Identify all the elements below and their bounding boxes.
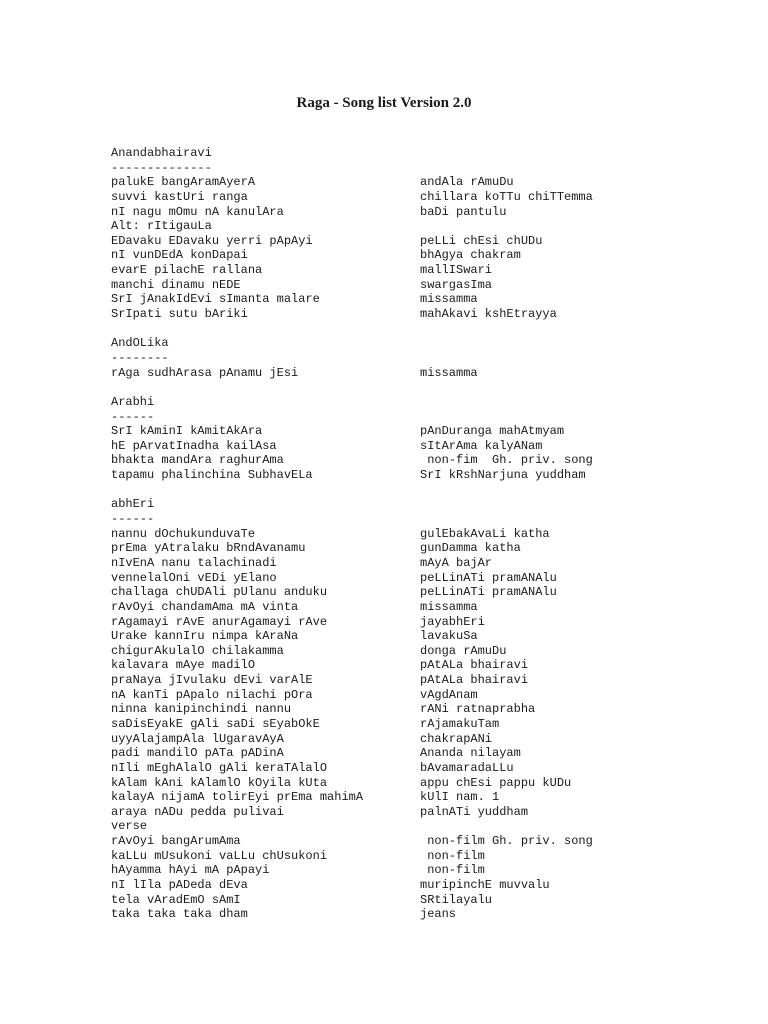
song-title: nI lIla pADeda dEva: [111, 878, 248, 893]
raga-heading: [111, 497, 731, 512]
song-row: [111, 629, 731, 644]
song-row: [111, 863, 731, 878]
song-title: hAyamma hAyi mA pApayi: [111, 863, 270, 878]
film-title: jayabhEri: [420, 614, 485, 629]
song-title: vennelalOni vEDi yElano: [111, 570, 277, 585]
song-row: [111, 717, 731, 732]
song-title: manchi dinamu nEDE: [111, 277, 241, 292]
film-title: missamma: [420, 599, 478, 614]
song-row: [111, 776, 731, 791]
song-row: [111, 175, 731, 190]
film-title: donga rAmuDu: [420, 643, 507, 658]
song-title: verse: [111, 819, 148, 834]
film-title: non-film: [420, 863, 485, 878]
film-title: kUlI nam. 1: [420, 790, 500, 805]
song-row: [111, 234, 731, 249]
song-row: [111, 893, 731, 908]
film-title: missamma: [420, 365, 478, 380]
song-title: EDavaku EDavaku yerri pApAyi: [111, 233, 313, 248]
song-title: chigurAkulalO chilakamma: [111, 643, 284, 658]
song-title: kalayA nijamA tolirEyi prEma mahimA: [111, 790, 364, 805]
film-title: lavakuSa: [420, 629, 478, 644]
film-title: non-film: [420, 848, 485, 863]
song-row: [111, 819, 731, 834]
raga-underline-text: ------: [111, 409, 155, 424]
song-row: [111, 439, 731, 454]
song-row: [111, 746, 731, 761]
song-row: [111, 453, 731, 468]
song-row: [111, 702, 731, 717]
song-title: nA kanTi pApalo nilachi pOra: [111, 687, 313, 702]
song-row: [111, 571, 731, 586]
song-row: [111, 468, 731, 483]
song-row: [111, 366, 731, 381]
raga-underline-text: --------: [111, 350, 169, 365]
film-title: bhAgya chakram: [420, 248, 521, 263]
raga-underline: [111, 351, 731, 366]
song-title: nIvEnA nanu talachinadi: [111, 555, 277, 570]
song-title: bhakta mandAra raghurAma: [111, 453, 284, 468]
song-row: [111, 644, 731, 659]
film-title: mahAkavi kshEtrayya: [420, 307, 557, 322]
film-title: mAyA bajAr: [420, 555, 493, 570]
song-row: [111, 541, 731, 556]
film-title: peLLinATi pramANAlu: [420, 570, 557, 585]
song-title: rAga sudhArasa pAnamu jEsi: [111, 365, 299, 380]
raga-heading-text: AndOLika: [111, 336, 169, 351]
raga-underline: [111, 161, 731, 176]
song-title: saDisEyakE gAli saDi sEyabOkE: [111, 716, 320, 731]
song-row: [111, 878, 731, 893]
song-row: [111, 849, 731, 864]
film-title: non-film Gh. priv. song: [420, 834, 593, 849]
song-row: [111, 190, 731, 205]
song-title: nIli mEghAlalO gAli keraTAlalO: [111, 760, 328, 775]
film-title: peLLi chEsi chUDu: [420, 233, 543, 248]
raga-underline: [111, 512, 731, 527]
song-title: rAvOyi bangArumAma: [111, 834, 241, 849]
song-title: SrIpati sutu bAriki: [111, 307, 248, 322]
song-title: praNaya jIvulaku dEvi varAlE: [111, 673, 313, 688]
film-title: chillara koTTu chiTTemma: [420, 189, 593, 204]
song-title: palukE bangAramAyerA: [111, 175, 256, 190]
song-title: hE pArvatInadha kailAsa: [111, 438, 277, 453]
section-spacer: [111, 483, 731, 498]
section-spacer: [111, 322, 731, 337]
song-title: challaga chUDAli pUlanu anduku: [111, 585, 328, 600]
film-title: peLLinATi pramANAlu: [420, 585, 557, 600]
song-row: [111, 834, 731, 849]
song-row: [111, 527, 731, 542]
film-title: rAjamakuTam: [420, 716, 500, 731]
song-row: [111, 805, 731, 820]
song-row: [111, 615, 731, 630]
song-row: [111, 790, 731, 805]
song-title: nannu dOchukunduvaTe: [111, 526, 256, 541]
song-title: evarE pilachE rallana: [111, 263, 263, 278]
raga-heading: [111, 395, 731, 410]
song-row: [111, 600, 731, 615]
song-title: SrI kAminI kAmitAkAra: [111, 424, 263, 439]
song-title: rAgamayi rAvE anurAgamayi rAve: [111, 614, 328, 629]
song-title: suvvi kastUri ranga: [111, 189, 248, 204]
song-title: ninna kanipinchindi nannu: [111, 702, 292, 717]
film-title: andAla rAmuDu: [420, 175, 514, 190]
raga-heading: [111, 336, 731, 351]
song-title: araya nADu pedda pulivai: [111, 804, 284, 819]
film-title: appu chEsi pappu kUDu: [420, 775, 572, 790]
film-title: sItArAma kalyANam: [420, 438, 543, 453]
song-row: [111, 205, 731, 220]
song-row: [111, 263, 731, 278]
song-row: [111, 688, 731, 703]
song-title: kalavara mAye madilO: [111, 658, 256, 673]
raga-underline-text: --------------: [111, 160, 212, 175]
raga-heading: [111, 146, 731, 161]
film-title: chakrapANi: [420, 731, 493, 746]
song-title: nI vunDEdA konDapai: [111, 248, 248, 263]
song-row: [111, 292, 731, 307]
raga-heading-text: Anandabhairavi: [111, 146, 212, 160]
song-title: prEma yAtralaku bRndAvanamu: [111, 541, 306, 556]
film-title: bAvamaradaLLu: [420, 760, 514, 775]
film-title: muripinchE muvvalu: [420, 878, 550, 893]
film-title: Ananda nilayam: [420, 746, 521, 761]
film-title: pAnDuranga mahAtmyam: [420, 424, 565, 439]
film-title: SRtilayalu: [420, 892, 493, 907]
song-title: padi mandilO pATa pADinA: [111, 746, 284, 761]
song-row: [111, 907, 731, 922]
film-title: rANi ratnaprabha: [420, 702, 536, 717]
song-row: [111, 658, 731, 673]
film-title: gunDamma katha: [420, 541, 521, 556]
song-title: tapamu phalinchina SubhavELa: [111, 468, 313, 483]
film-title: non-fim Gh. priv. song: [420, 453, 593, 468]
raga-underline-text: ------: [111, 512, 155, 527]
song-title: Urake kannIru nimpa kAraNa: [111, 629, 299, 644]
page-title: Raga - Song list Version 2.0: [296, 95, 472, 111]
song-row: [111, 556, 731, 571]
film-title: baDi pantulu: [420, 204, 507, 219]
song-title: taka taka taka dham: [111, 907, 248, 922]
raga-song-listing: [111, 146, 731, 922]
song-title: tela vAradEmO sAmI: [111, 892, 241, 907]
song-row: [111, 219, 731, 234]
song-row: [111, 673, 731, 688]
song-title: rAvOyi chandamAma mA vinta: [111, 599, 299, 614]
film-title: mallISwari: [420, 263, 493, 278]
song-row: [111, 248, 731, 263]
song-title: kAlam kAni kAlamlO kOyila kUta: [111, 775, 328, 790]
song-row: [111, 278, 731, 293]
film-title: pAtALa bhairavi: [420, 658, 529, 673]
song-title: kaLLu mUsukoni vaLLu chUsukoni: [111, 848, 328, 863]
section-spacer: [111, 380, 731, 395]
film-title: palnATi yuddham: [420, 804, 529, 819]
song-title: Alt: rItigauLa: [111, 219, 212, 234]
raga-heading-text: Arabhi: [111, 394, 155, 409]
song-title: nI nagu mOmu nA kanulAra: [111, 204, 284, 219]
film-title: vAgdAnam: [420, 687, 478, 702]
song-row: [111, 424, 731, 439]
song-row: [111, 307, 731, 322]
raga-heading-text: abhEri: [111, 497, 155, 512]
song-title: uyyAlajampAla lUgaravAyA: [111, 731, 284, 746]
song-row: [111, 732, 731, 747]
song-row: [111, 761, 731, 776]
film-title: gulEbakAvaLi katha: [420, 526, 550, 541]
song-row: [111, 585, 731, 600]
film-title: swargasIma: [420, 277, 493, 292]
film-title: SrI kRshNarjuna yuddham: [420, 468, 586, 483]
raga-underline: [111, 410, 731, 425]
song-title: SrI jAnakIdEvi sImanta malare: [111, 292, 320, 307]
film-title: jeans: [420, 907, 457, 922]
film-title: missamma: [420, 292, 478, 307]
film-title: pAtALa bhairavi: [420, 673, 529, 688]
